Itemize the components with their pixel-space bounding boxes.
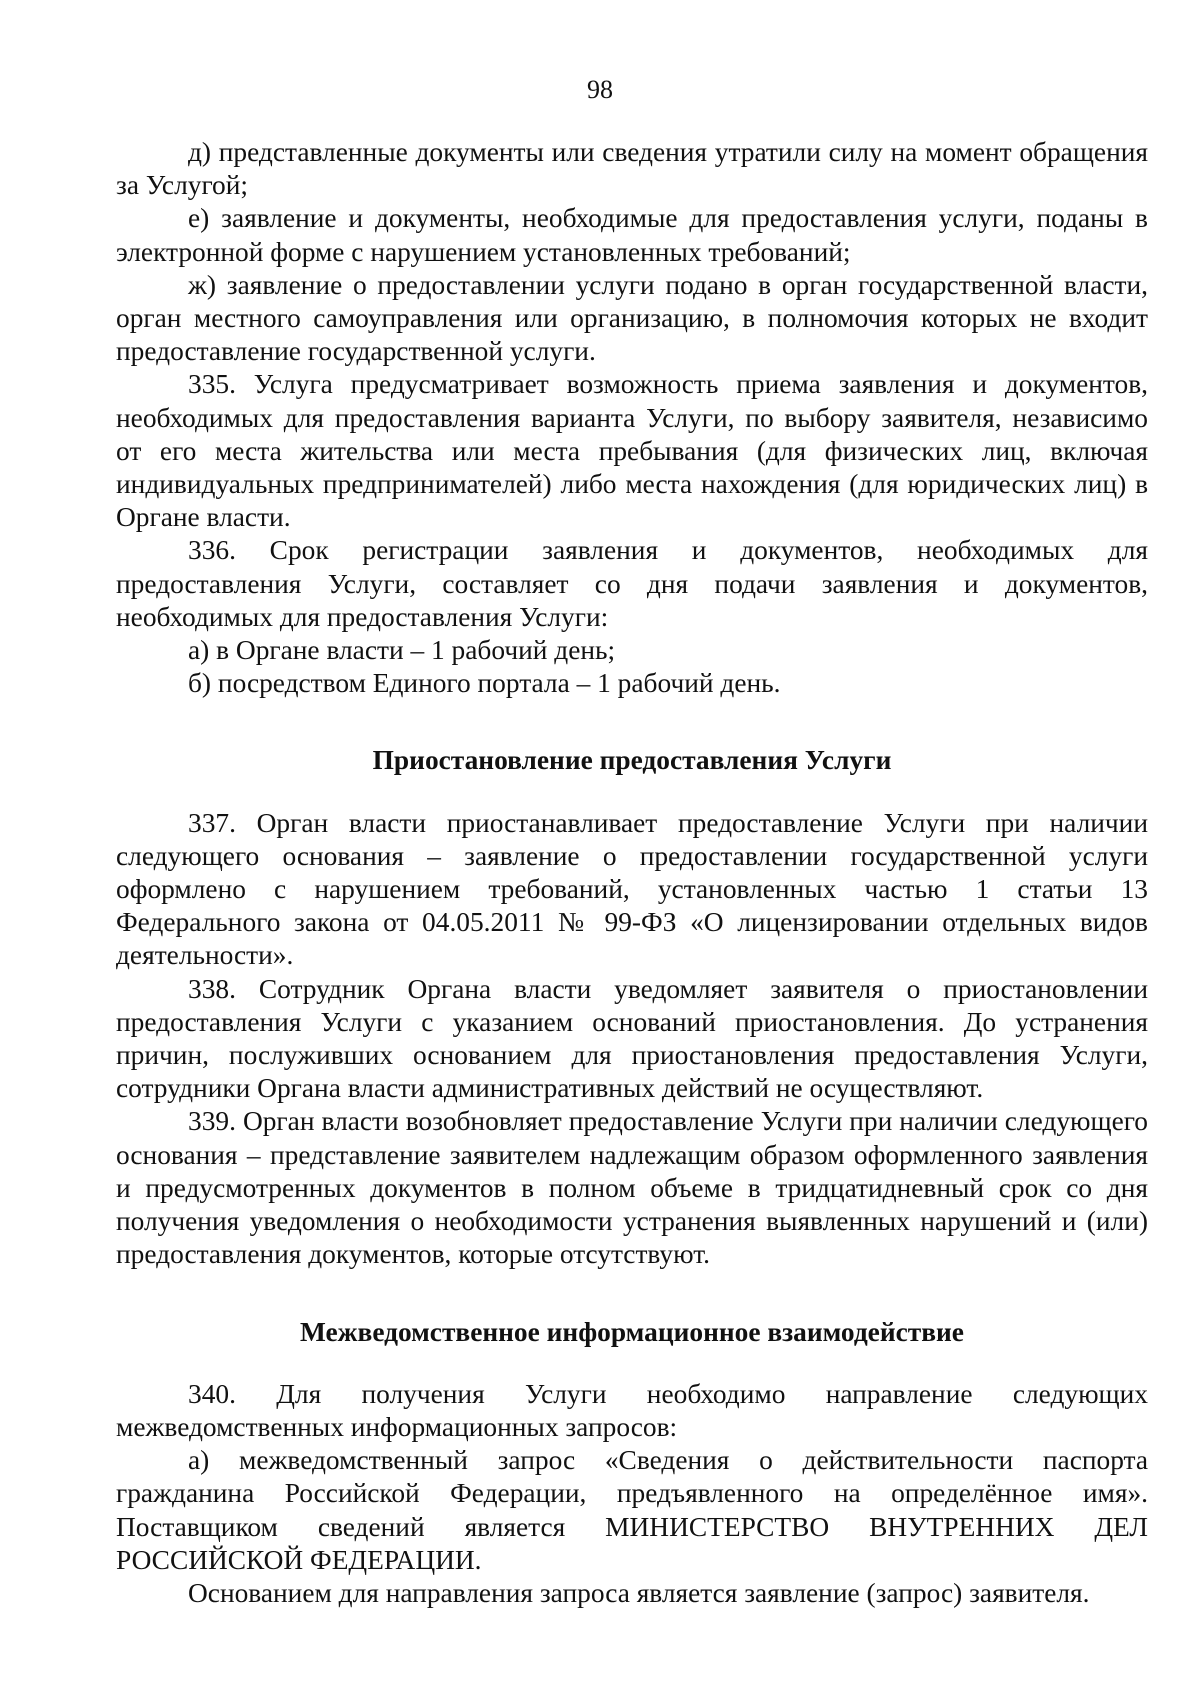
document-body	[116, 136, 1148, 1610]
page-number: 98	[587, 75, 613, 104]
item-e: е) заявление и документы, необходимые для предоставления услуги, поданы в электронной форме с нарушением установленных требований;	[116, 203, 1148, 267]
basis-note: Основанием для направления запроса является заявление (запрос) заявителя.	[188, 1577, 1090, 1608]
clause-339: 339. Орган власти возобновляет предоставление Услуги при наличии следующего основания – представление заявителем надлежащим образом оформленного заявления и предусмотренных документов в полном объеме в тридцатидневный срок со дня получения уведомления о необходимости устранения выявленных нарушений и (или) предоставления документов, которые отсутствуют.	[116, 1106, 1148, 1270]
clause-338: 338. Сотрудник Органа власти уведомляет заявителя о приостановлении предоставления Услуги с указанием оснований приостановления. До устранения причин, послуживших основанием для приостановления предоставления Услуги, сотрудники Органа власти административных действий не осуществляют.	[116, 973, 1148, 1104]
item-b-336: б) посредством Единого портала – 1 рабочий день.	[188, 668, 781, 699]
item-a-340: а) межведомственный запрос «Сведения о действительности паспорта гражданина Российской Федерации, предъявленного на определённое имя». Поставщиком сведений является МИНИСТЕРСТВО ВНУТРЕННИХ ДЕЛ РОССИЙСКОЙ ФЕДЕРАЦИИ.	[116, 1445, 1148, 1575]
clause-337: 337. Орган власти приостанавливает предоставление Услуги при наличии следующего основания – заявление о предоставлении государственной услуги оформлено с нарушением требований, установленных частью 1 статьи 13 Федерального закона от 04.05.2011 № 99-ФЗ «О лицензировании отдельных видов деятельности».	[116, 807, 1148, 971]
clause-340: 340. Для получения Услуги необходимо направление следующих межведомственных информационных запросов:	[116, 1378, 1148, 1442]
item-d: д) представленные документы или сведения утратили силу на момент обращения за Услугой;	[116, 137, 1148, 201]
heading-interagency: Межведомственное информационное взаимодействие	[300, 1316, 964, 1347]
clause-335: 335. Услуга предусматривает возможность приема заявления и документов, необходимых для предоставления варианта Услуги, по выбору заявителя, независимо от его места жительства или места пребывания (для физических лиц, включая индивидуальных предпринимателей) либо места нахождения (для юридических лиц) в Органе власти.	[116, 369, 1148, 533]
clause-336: 336. Срок регистрации заявления и документов, необходимых для предоставления Услуги, составляет со дня подачи заявления и документов, необходимых для предоставления Услуги:	[116, 535, 1148, 632]
item-zh: ж) заявление о предоставлении услуги подано в орган государственной власти, орган местного самоуправления или организацию, в полномочия которых не входит предоставление государственной услуги.	[116, 269, 1148, 367]
item-a-336: а) в Органе власти – 1 рабочий день;	[188, 635, 616, 666]
heading-suspension: Приостановление предоставления Услуги	[372, 745, 892, 776]
